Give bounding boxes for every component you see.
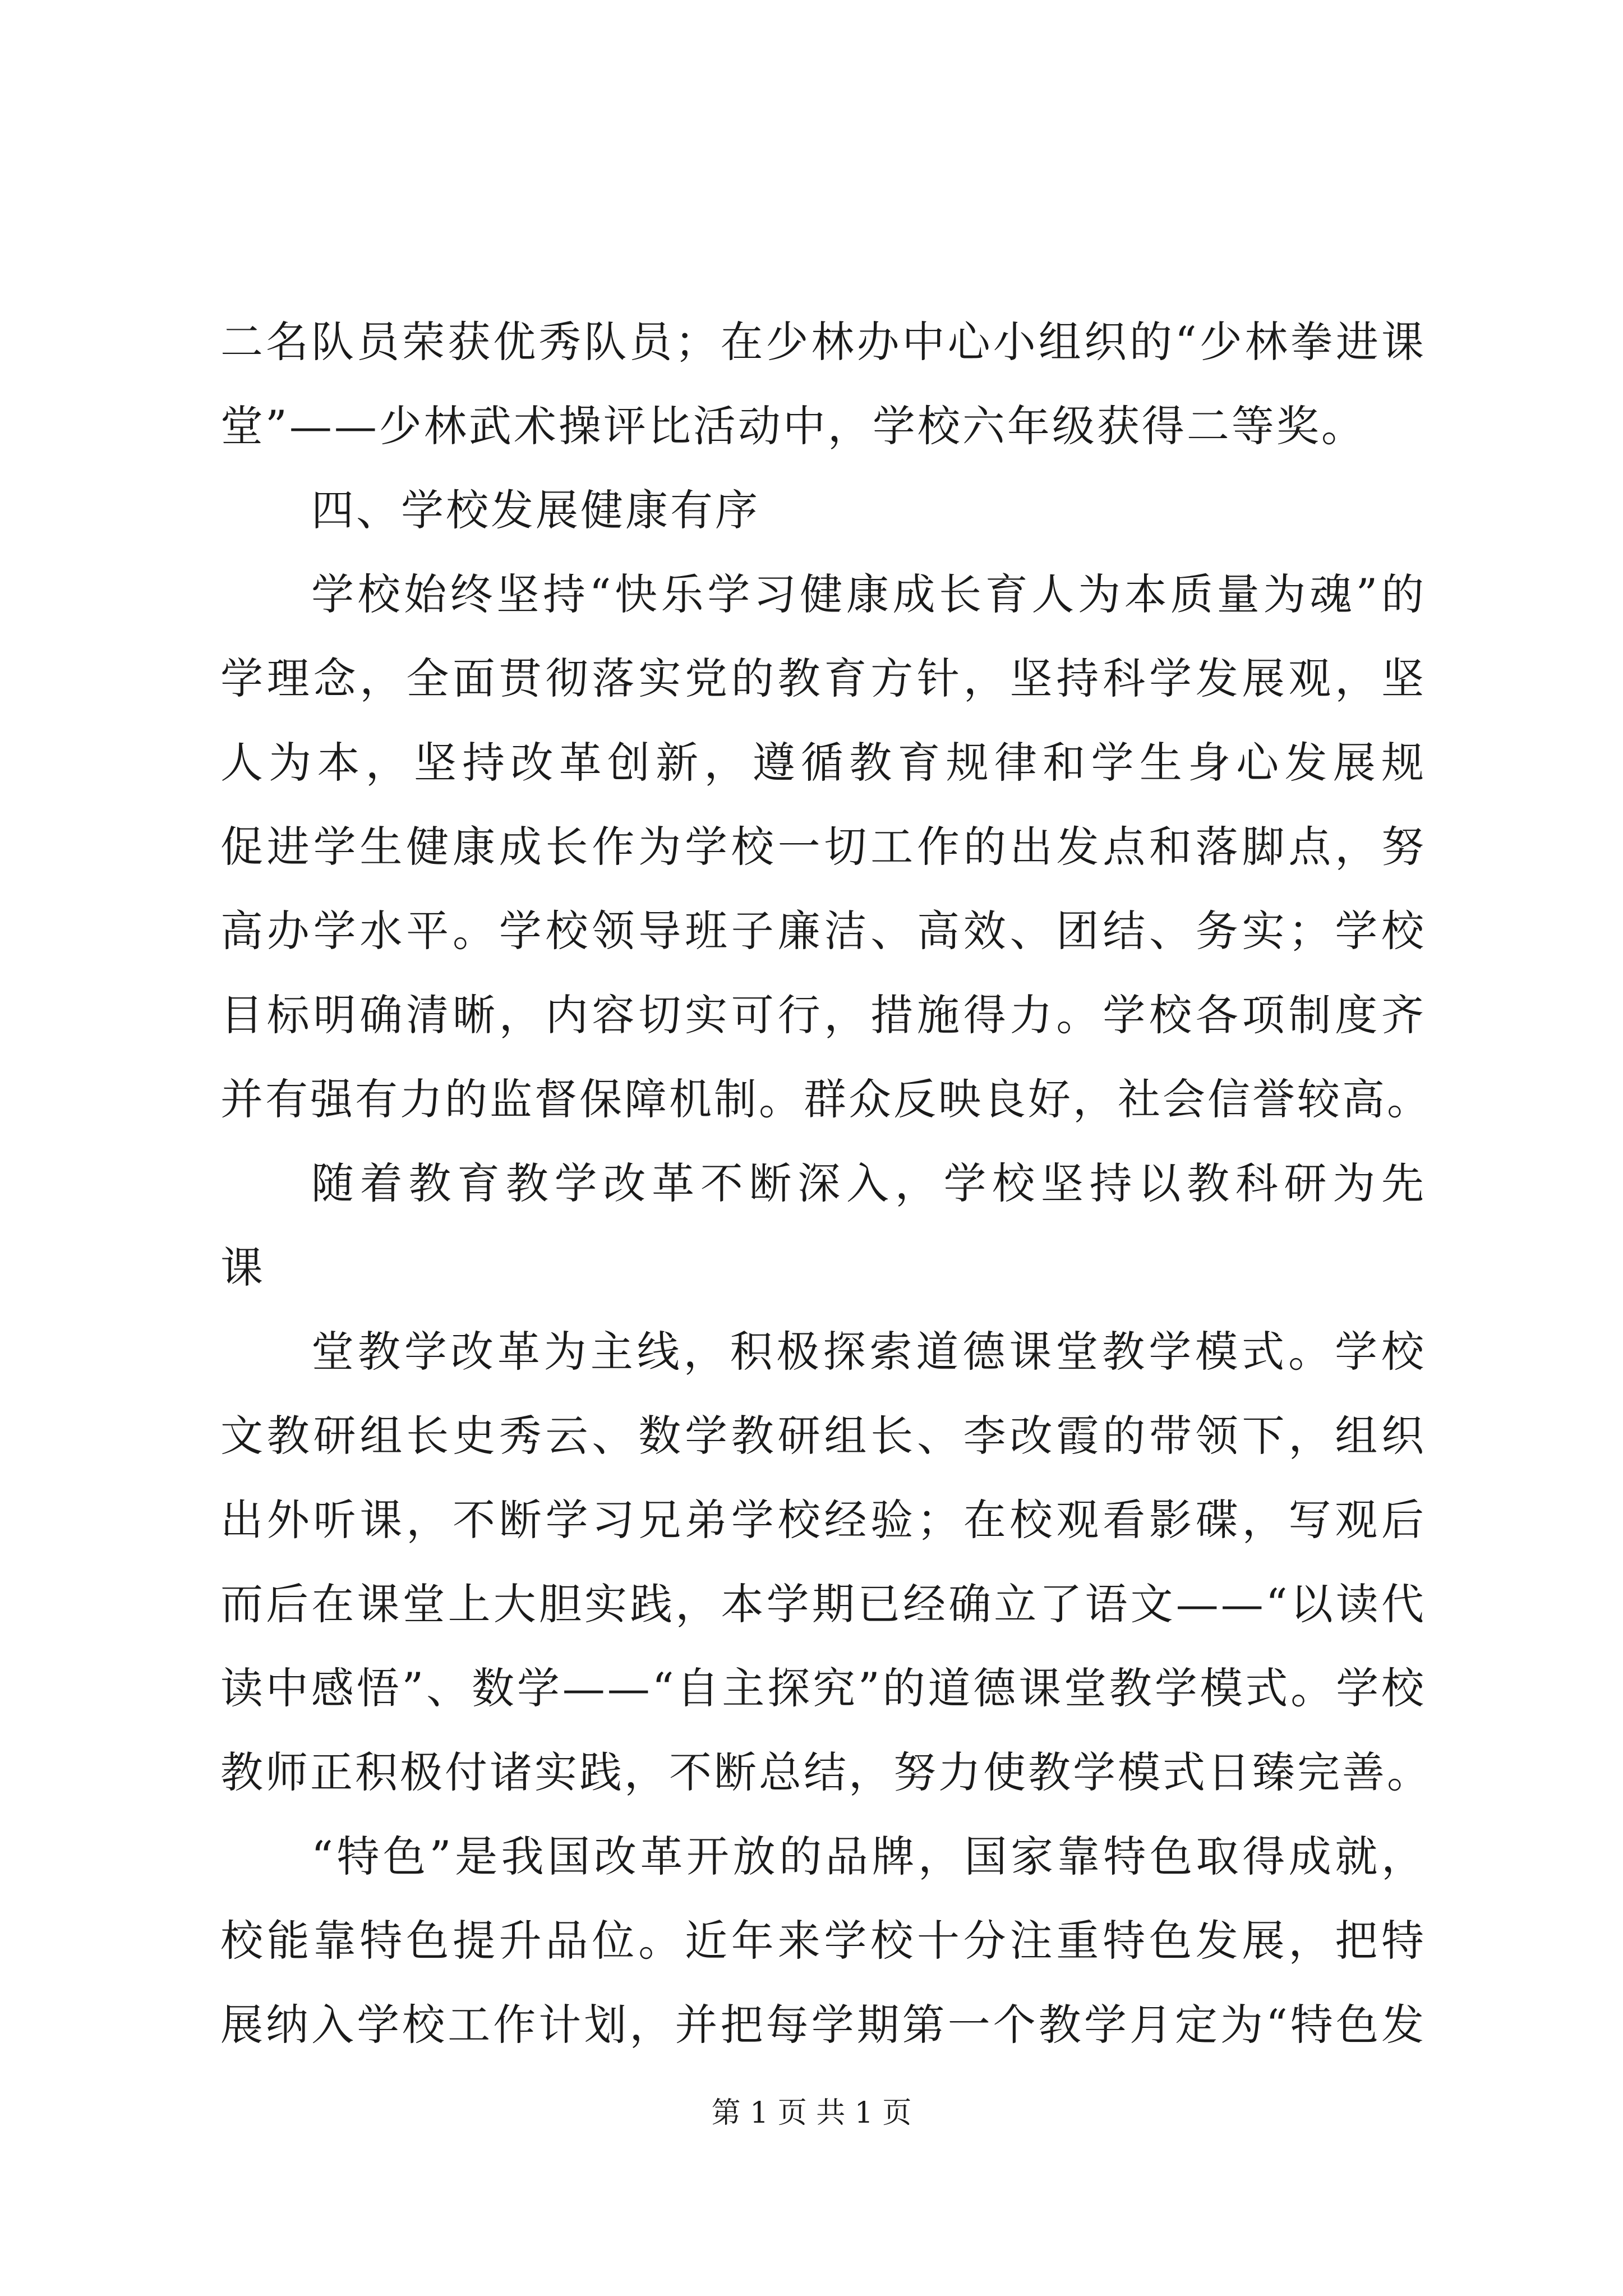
page-number-footer: 第 1 页 共 1 页 [711,2096,912,2130]
text-line: 而后在课堂上大胆实践，本学期已经确立了语文——“以读代 [220,1579,1426,1629]
text-line: 并有强有力的监督保障机制。群众反映良好，社会信誉较高。 [220,1074,1432,1124]
text-line: 校能靠特色提升品位。近年来学校十分注重特色发展，把特 [220,1916,1426,1966]
text-line: 学校始终坚持“快乐学习健康成长育人为本质量为魂”的 [311,569,1426,619]
text-line: 教师正积极付诸实践，不断总结，努力使教学模式日臻完善。 [220,1747,1432,1797]
text-line: 堂”——少林武术操评比活动中，学校六年级获得二等奖。 [220,401,1366,451]
text-line: 堂教学改革为主线，积极探索道德课堂教学模式。学校 [311,1327,1426,1377]
text-line: 出外听课，不断学习兄弟学校经验；在校观看影碟，写观后 [220,1495,1426,1545]
text-line: 目标明确清晰，内容切实可行，措施得力。学校各项制度齐 [220,990,1426,1040]
text-line: 促进学生健康成长作为学校一切工作的出发点和落脚点，努 [220,822,1426,872]
text-line: 课 [220,1243,265,1292]
text-line: 随着教育教学改革不断深入，学校坚持以教科研为先 [311,1158,1426,1208]
text-line: 高办学水平。学校领导班子廉洁、高效、团结、务实；学校 [220,906,1426,956]
section-heading: 四、学校发展健康有序 [311,485,760,535]
text-line: 人为本，坚持改革创新，遵循教育规律和学生身心发展规 [220,738,1426,788]
text-line: 文教研组长史秀云、数学教研组长、李改霞的带领下，组织 [220,1411,1426,1461]
text-line: 展纳入学校工作计划，并把每学期第一个教学月定为“特色发 [220,2000,1426,2050]
text-line: 二名队员荣获优秀队员；在少林办中心小组织的“少林拳进课 [220,317,1426,367]
text-line: 学理念，全面贯彻落实党的教育方针，坚持科学发展观，坚 [220,654,1426,703]
document-body [220,300,1432,2067]
text-line: “特色”是我国改革开放的品牌，国家靠特色取得成就， [311,1832,1426,1881]
text-line: 读中感悟”、数学——“自主探究”的道德课堂教学模式。学校 [220,1663,1426,1713]
